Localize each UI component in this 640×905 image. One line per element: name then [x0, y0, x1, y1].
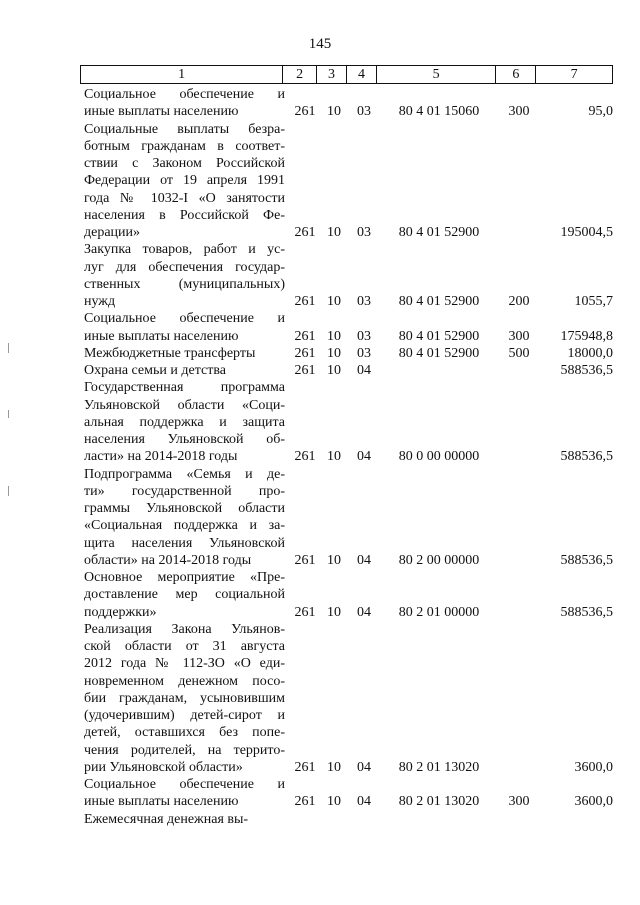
row-gr: 261: [294, 345, 316, 361]
row-pr: 03: [357, 294, 371, 309]
row-name-line: ласти» на 2014-2018 годы: [84, 449, 238, 465]
row-name-line: области» на 2014-2018 годы: [84, 552, 252, 568]
row-cs: 80 2 01 13020: [398, 794, 480, 810]
row-name-line: новременном денежном посо-: [84, 673, 285, 689]
table-row: [84, 621, 613, 776]
table-body: [84, 86, 613, 828]
table-row: [84, 241, 613, 310]
row-name-line: дерации»: [84, 225, 141, 240]
row-sum: 588536,5: [560, 449, 613, 465]
row-pr: 04: [357, 363, 371, 378]
row-sum: 3600,0: [574, 794, 613, 810]
row-rz: 10: [327, 345, 341, 361]
row-name-line: Социальные выплаты безра-: [84, 121, 285, 137]
row-name-line: Социальное обеспечение и: [84, 87, 285, 102]
row-name-line: года № 1032-I «О занятости: [84, 190, 285, 206]
row-vr: 500: [508, 345, 530, 361]
row-name: [84, 776, 285, 811]
row-name-line: ствии с Законом Российской: [84, 156, 285, 171]
row-rz: 10: [327, 328, 341, 344]
margin-mark: [8, 410, 9, 418]
row-name-line: 2012 года № 112-ЗО «О еди-: [84, 656, 285, 672]
row-vr: 300: [508, 794, 530, 810]
row-rz: 10: [327, 294, 341, 309]
row-rz: 10: [327, 104, 341, 120]
table-row: [84, 776, 613, 811]
row-name-line: ти» государственной про-: [84, 483, 285, 499]
row-pr: 04: [357, 759, 371, 775]
table-row: [84, 379, 613, 465]
row-name-line: населения Ульяновской об-: [84, 432, 285, 447]
row-gr: 261: [294, 449, 316, 465]
row-name-line: поддержки»: [84, 604, 157, 620]
header-col-5: 5: [376, 66, 496, 83]
row-name-line: ботным гражданам в соответ-: [84, 138, 285, 154]
row-name-line: иные выплаты населению: [84, 794, 239, 810]
margin-mark: [8, 343, 9, 353]
row-name-line: Реализация Закона Ульянов-: [84, 621, 285, 637]
row-name: [84, 241, 285, 310]
row-name: [84, 466, 285, 570]
row-gr: 261: [294, 225, 316, 240]
row-name-line: нужд: [84, 294, 116, 309]
row-name-line: бии гражданам, усыновившим: [84, 690, 285, 706]
row-gr: 261: [294, 604, 316, 620]
row-name-line: рии Ульяновской области»: [84, 759, 243, 775]
row-pr: 03: [357, 104, 371, 120]
row-name-line: доставление мер социальной: [84, 587, 285, 603]
row-name-line: граммы Ульяновской области: [84, 501, 285, 516]
row-name-line: Основное мероприятие «Пре-: [84, 570, 285, 585]
table-row: [84, 811, 613, 828]
row-sum: 588536,5: [560, 604, 613, 620]
row-pr: 03: [357, 225, 371, 240]
row-gr: 261: [294, 794, 316, 810]
row-name-line: Закупка товаров, работ и ус-: [84, 242, 285, 258]
table-header: [80, 65, 613, 84]
row-name-line: Охрана семьи и детства: [84, 363, 226, 378]
row-sum: 3600,0: [574, 759, 613, 775]
row-pr: 04: [357, 604, 371, 620]
row-cs: 80 2 01 13020: [398, 759, 480, 775]
row-name: [84, 621, 285, 776]
row-sum: 18000,0: [567, 345, 613, 361]
row-rz: 10: [327, 225, 341, 240]
row-name-line: щита населения Ульяновской: [84, 535, 285, 551]
row-gr: 261: [294, 363, 316, 378]
row-name-line: чения родителей, на террито-: [84, 742, 285, 758]
row-pr: 04: [357, 449, 371, 465]
row-cs: 80 4 01 52900: [398, 345, 480, 361]
row-rz: 10: [327, 604, 341, 620]
row-name-line: иные выплаты населению: [84, 104, 239, 120]
row-pr: 04: [357, 794, 371, 810]
row-rz: 10: [327, 794, 341, 810]
row-gr: 261: [294, 294, 316, 309]
table-row: [84, 466, 613, 570]
row-name: [84, 569, 285, 621]
row-sum: 175948,8: [560, 328, 613, 344]
table-row: [84, 86, 613, 121]
row-pr: 03: [357, 345, 371, 361]
header-col-1: 1: [178, 67, 186, 82]
row-name-line: Федерации от 19 апреля 1991: [84, 173, 285, 189]
table-row: [84, 345, 613, 362]
row-cs: 80 4 01 52900: [398, 328, 480, 344]
row-cs: 80 2 01 00000: [398, 604, 480, 620]
table-row: [84, 362, 613, 379]
row-name: [84, 310, 285, 345]
row-cs: 80 4 01 52900: [398, 294, 480, 309]
row-name-line: Подпрограмма «Семья и де-: [84, 466, 285, 482]
row-sum: 588536,5: [560, 363, 613, 378]
row-name-line: Ульяновской области «Соци-: [84, 397, 285, 413]
row-name: [84, 121, 285, 242]
row-name-line: Социальное обеспечение и: [84, 777, 285, 792]
row-name-line: Межбюджетные трансферты: [84, 345, 256, 361]
row-rz: 10: [327, 449, 341, 465]
row-rz: 10: [327, 552, 341, 568]
row-vr: 300: [508, 328, 530, 344]
table-row: [84, 121, 613, 242]
header-col-4: 4: [346, 66, 376, 83]
row-sum: 1055,7: [574, 294, 613, 309]
row-sum: 195004,5: [560, 225, 613, 240]
row-rz: 10: [327, 759, 341, 775]
table-row: [84, 310, 613, 345]
row-name: [84, 379, 285, 465]
row-name-line: луг для обеспечения государ-: [84, 259, 285, 275]
row-rz: 10: [327, 363, 341, 378]
row-name-line: населения в Российской Фе-: [84, 207, 285, 223]
row-name: [84, 362, 285, 379]
header-col-3: 3: [316, 66, 346, 83]
row-name: [84, 86, 285, 121]
page-number: 145: [308, 36, 332, 52]
row-sum: 95,0: [588, 104, 613, 120]
row-name: [84, 345, 285, 362]
row-name-line: Ежемесячная денежная вы-: [84, 811, 249, 827]
margin-mark: [8, 486, 9, 496]
row-cs: 80 4 01 15060: [398, 104, 480, 120]
header-col-2: 2: [282, 66, 316, 83]
row-vr: 200: [508, 294, 530, 309]
row-name-line: альная поддержка и защита: [84, 414, 285, 430]
row-sum: 588536,5: [560, 552, 613, 568]
row-name-line: (удочерившим) детей-сирот и: [84, 708, 285, 723]
row-gr: 261: [294, 759, 316, 775]
row-cs: 80 2 00 00000: [398, 552, 480, 568]
row-gr: 261: [294, 104, 316, 120]
row-name-line: детей, оставшихся без попе-: [84, 725, 285, 741]
row-cs: 80 0 00 00000: [398, 449, 480, 465]
row-name-line: ственных (муниципальных): [84, 276, 285, 292]
row-name-line: иные выплаты населению: [84, 328, 239, 344]
row-gr: 261: [294, 328, 316, 344]
row-pr: 04: [357, 552, 371, 568]
table-row: [84, 569, 613, 621]
row-name-line: Социальное обеспечение и: [84, 311, 285, 327]
header-col-7: 7: [535, 66, 612, 83]
row-name-line: «Социальная поддержка и за-: [84, 518, 285, 534]
row-name-line: Государственная программа: [84, 380, 285, 396]
row-name-line: ской области от 31 августа: [84, 639, 285, 654]
row-cs: 80 4 01 52900: [398, 225, 480, 240]
row-pr: 03: [357, 328, 371, 344]
row-name: [84, 811, 285, 828]
row-gr: 261: [294, 552, 316, 568]
row-vr: 300: [508, 104, 530, 120]
header-col-6: 6: [495, 66, 535, 83]
